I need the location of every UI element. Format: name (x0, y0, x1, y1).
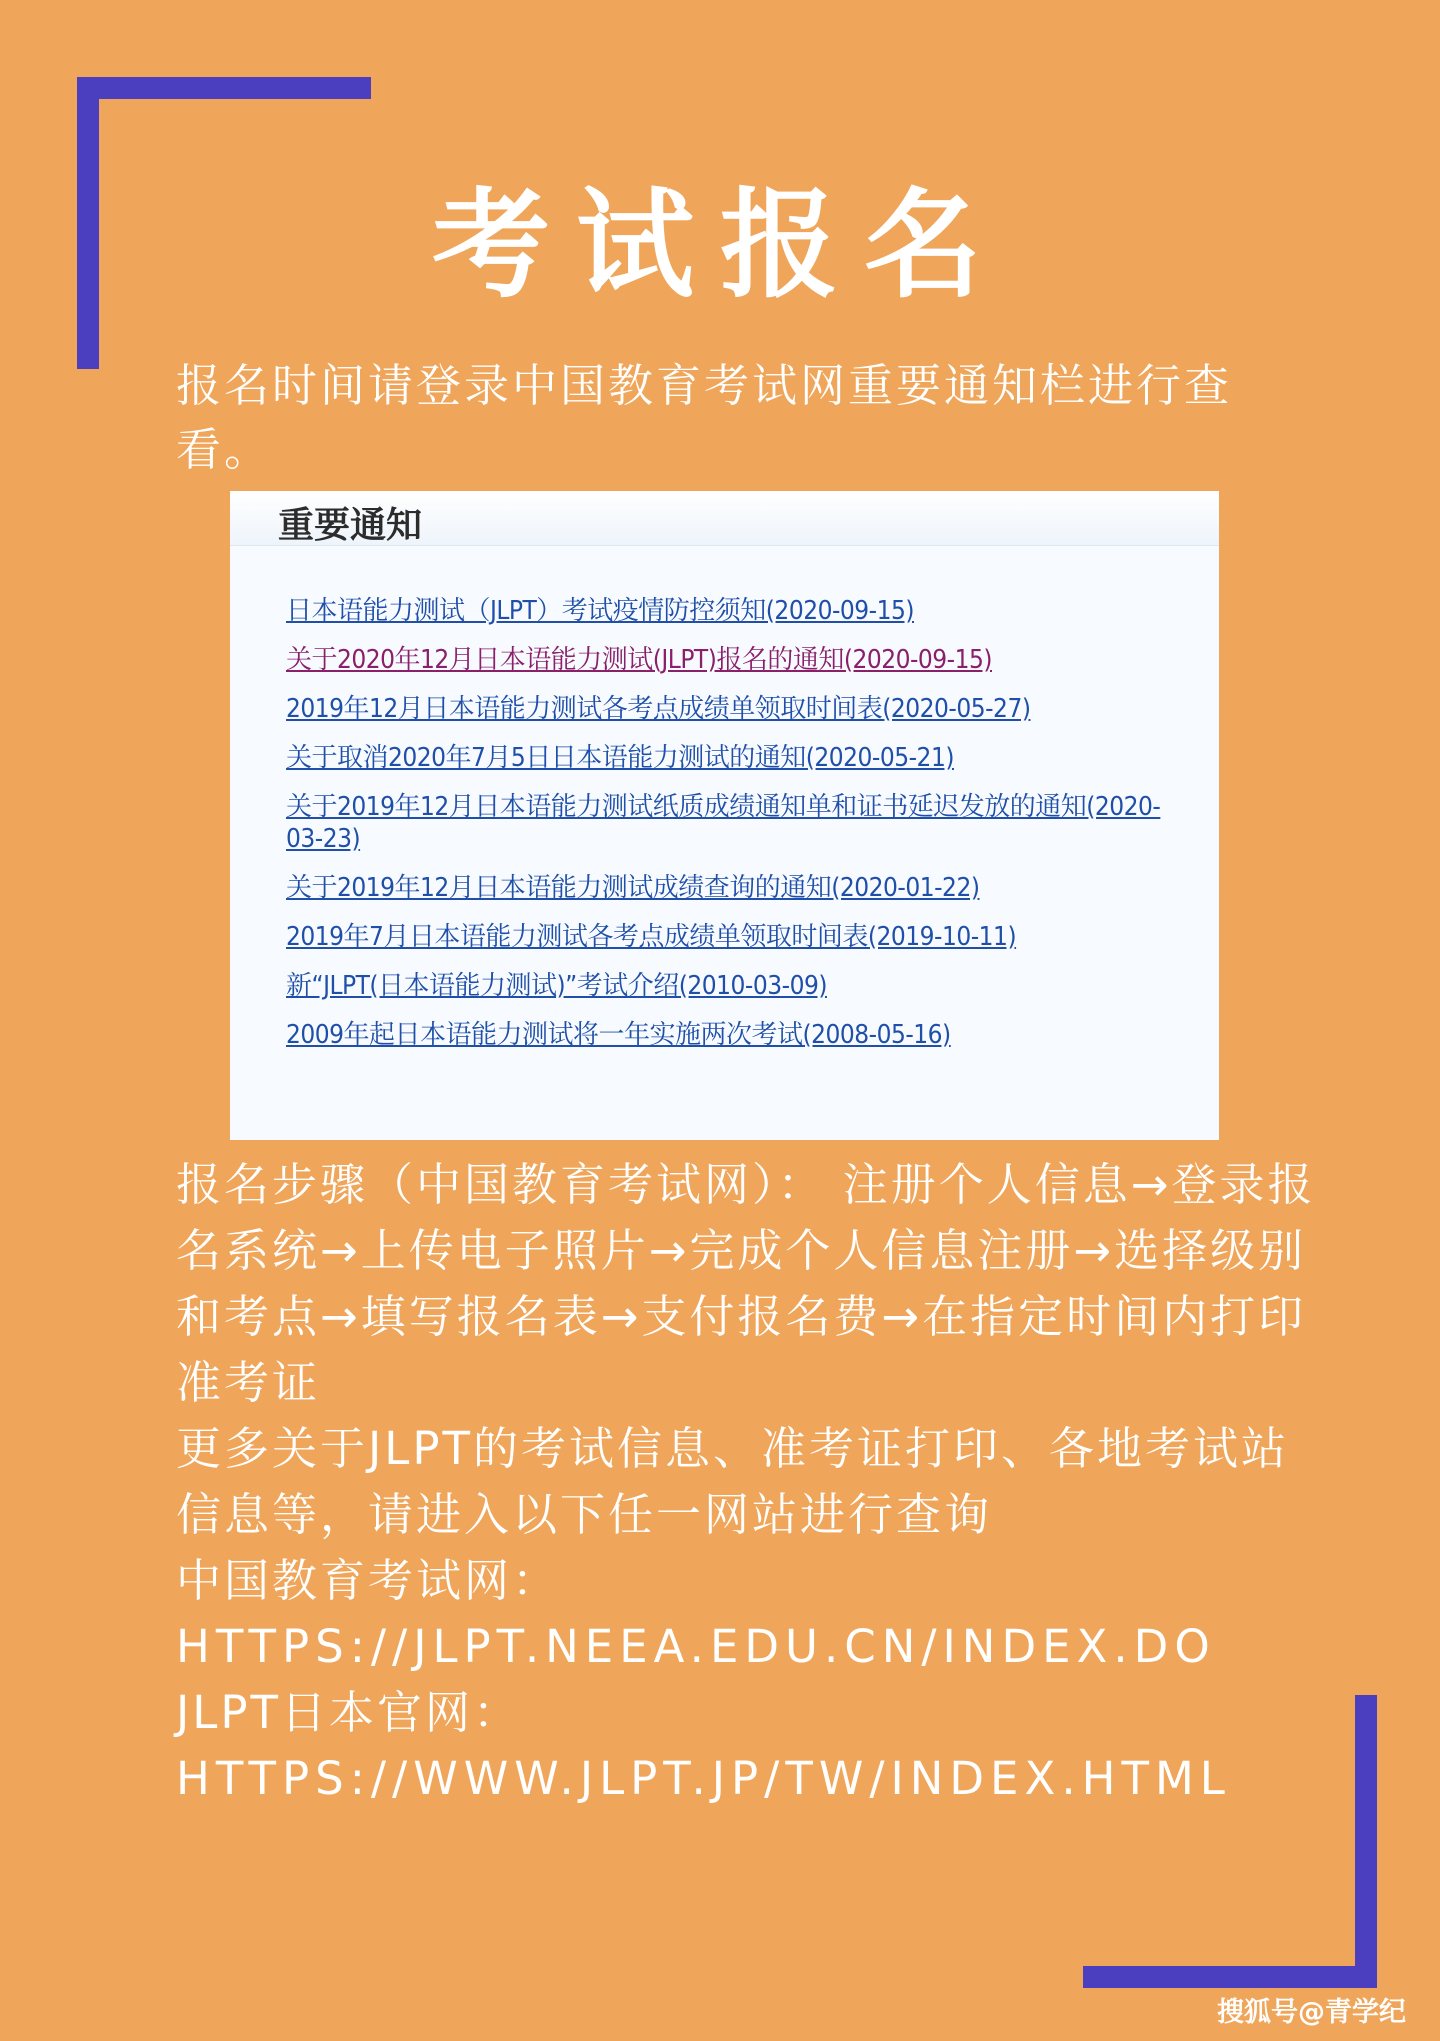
notice-link[interactable]: 2019年7月日本语能力测试各考点成绩单领取时间表(2019-10-11) (286, 922, 1017, 952)
notice-header (230, 491, 1219, 546)
notice-link[interactable]: 关于2019年12月日本语能力测试成绩查询的通知(2020-01-22) (286, 873, 980, 903)
corner-bracket-bottom-right-horizontal (1083, 1966, 1377, 1988)
notice-heading: 重要通知 (278, 504, 423, 546)
site1-url[interactable]: HTTPS://JLPT.NEEA.EDU.CN/INDEX.DO (176, 1620, 1216, 1673)
body-text (176, 1152, 1316, 1812)
site2-url[interactable]: HTTPS://WWW.JLPT.JP/TW/INDEX.HTML (176, 1752, 1231, 1805)
notice-screenshot (230, 491, 1219, 1140)
notice-link[interactable]: 2009年起日本语能力测试将一年实施两次考试(2008-05-16) (286, 1020, 951, 1050)
watermark: 搜狐号@青学纪 (1217, 1997, 1406, 2028)
notice-list (286, 595, 1196, 1068)
more-info-text: 更多关于JLPT的考试信息、准考证打印、各地考试站信息等，请进入以下任一网站进行查询 (176, 1422, 1289, 1541)
notice-link[interactable]: 2019年12月日本语能力测试各考点成绩单领取时间表(2020-05-27) (286, 694, 1031, 724)
notice-link[interactable]: 日本语能力测试（JLPT）考试疫情防控须知(2020-09-15) (286, 596, 914, 626)
site2-label: JLPT日本官网： (176, 1686, 521, 1739)
notice-link[interactable]: 关于2019年12月日本语能力测试纸质成绩通知单和证书延迟发放的通知(2020-03-23) (286, 792, 1161, 854)
notice-link[interactable]: 关于2020年12月日本语能力测试(JLPT)报名的通知(2020-09-15) (286, 645, 993, 675)
corner-bracket-top-left-horizontal (77, 77, 371, 99)
intro-text: 报名时间请登录中国教育考试网重要通知栏进行查看。 (176, 359, 1233, 476)
corner-bracket-bottom-right-vertical (1355, 1695, 1377, 1988)
notice-link[interactable]: 新“JLPT(日本语能力测试)”考试介绍(2010-03-09) (286, 971, 827, 1001)
site1-label: 中国教育考试网： (176, 1554, 561, 1607)
page-title: 考试报名 (431, 175, 1008, 314)
notice-link[interactable]: 关于取消2020年7月5日日本语能力测试的通知(2020-05-21) (286, 743, 954, 773)
registration-steps: 报名步骤（中国教育考试网）： 注册个人信息→登录报名系统→上传电子照片→完成个人信息注册→选择级别和考点→填写报名表→支付报名费→在指定时间内打印准考证 (176, 1158, 1316, 1409)
